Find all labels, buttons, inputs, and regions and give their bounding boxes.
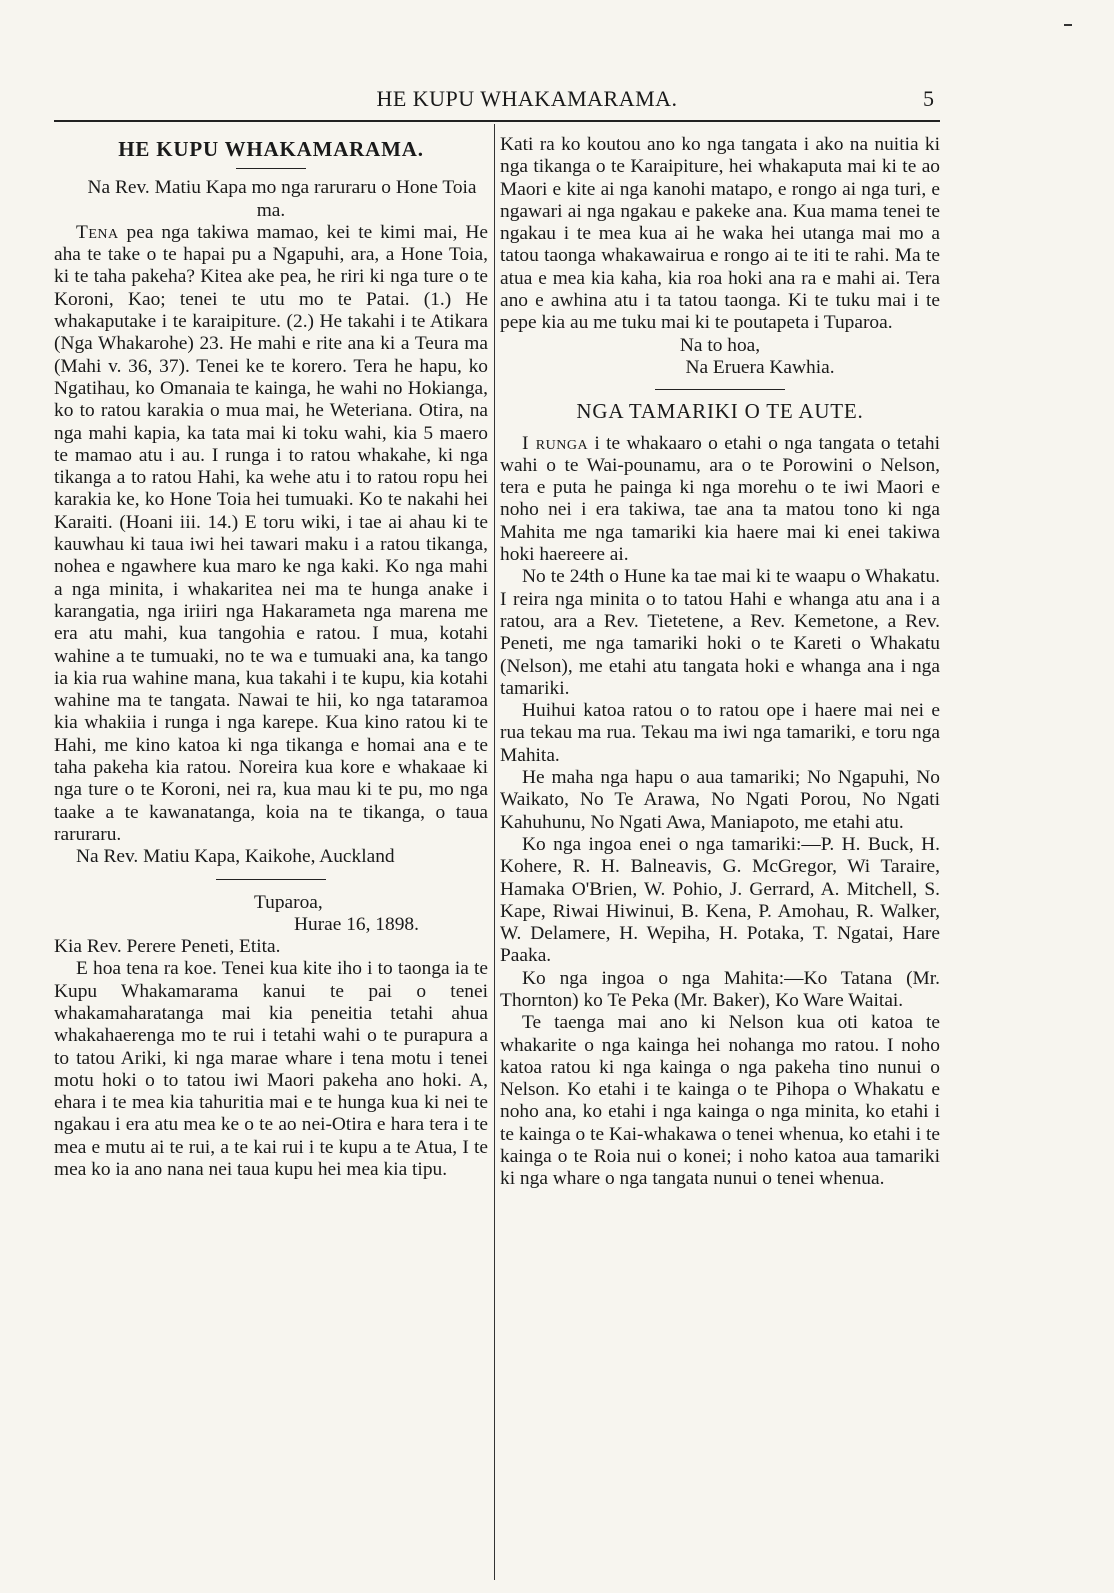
margin-mark (1064, 24, 1072, 26)
drop-lead: I runga (522, 432, 589, 454)
running-title: HE KUPU WHAKAMARAMA. (376, 86, 678, 111)
page-number: 5 (923, 86, 934, 111)
column-divider (494, 124, 495, 1580)
divider-rule (655, 389, 785, 390)
letter-closing: Na to hoa, (679, 334, 761, 356)
article-byline: Na Rev. Matiu Kapa mo nga raruraru o Hone Toia ma. (87, 177, 477, 221)
drop-lead: Tena (76, 221, 119, 243)
article-paragraph (54, 222, 488, 846)
letter-continuation: Kati ra ko koutou ano ko nga tangata i ako na nuitia ki nga tikanga o te Karaipiture, hei whakaputa mai ki te ao Maori e kite ai nga kanohi matapo, e rongo ai nga turi, e ngawari ai nga ngakau e pakeke ana. Kua mama tenei te ngakau i te mea kua ai he waka hei utanga mai mo a tatou taonga whakawairua e rongo ai te iti te rahi. Ma te atua e mea kia kaha, kia roa hoki ana ra e mahi ai. Tera ano e awhina atu i ta tatou taonga. Ki te tuku mai i te pepe kia au me tuku mai ki te poutapeta i Tuparoa. (500, 134, 940, 334)
article-paragraph: No te 24th o Hune ka tae mai ki te waapu o Whakatu. I reira nga minita o to tatou Hahi e whanga atu ana i a ratou, ara a Rev. Tietetene, a Rev. Kemetone, a Rev. Peneti, me nga tamariki hoki o te Kareti o Whakatu (Nelson), me etahi atu tangata hoki e whanga ana i nga tamariki. (500, 566, 940, 699)
letter-salutation: Kia Rev. Perere Peneti, Etita. (54, 936, 281, 958)
article-paragraph: Te taenga mai ano ki Nelson kua oti katoa te whakarite o nga kainga hei nohanga mo ratou. I noho katoa ratou ki nga kainga o nga pakeha tino nunui o Nelson. Ko etahi i te kainga o te Pihopa o Whakatu e noho ana, ko etahi i nga kainga o nga minita, ko etahi i te kainga o te Kai-whakawa o tenei whenua, ko etahi i te kainga o te Roia nui o konei; i noho katoa aua tamariki ki nga whare o nga tangata nunui o tenei whenua. (500, 1012, 940, 1190)
article-paragraph: Ko nga ingoa enei o nga tamariki:—P. H. Buck, H. Kohere, R. H. Balneavis, G. McGregor, Wi Taraire, Hamaka O'Brien, W. Pohio, J. Gerrard, A. Mitchell, S. Kape, Riwai Hiwinui, B. Kena, P. Amohau, R. Walker, W. Delamere, H. Wepiha, H. Potaka, T. Ngatai, Hare Paaka. (500, 833, 940, 967)
left-column (54, 134, 488, 1574)
paragraph-text: i te whakaaro o etahi o nga tangata o tetahi wahi o te Wai-pounamu, ara o te Porowini o Nelson, tera e puta he painga ki nga morehu o te iwi Maori e noho nei i era takiwa, tae ana ta matou tono ki nga Mahita me nga tamariki kia haere mai ki enei takiwa hoki haereere ai. (500, 432, 940, 566)
divider-rule (216, 879, 326, 880)
article-signature: Na Rev. Matiu Kapa, Kaikohe, Auckland (76, 846, 395, 868)
article-paragraph: Huihui katoa ratou o to ratou ope i haere mai nei e rua tekau ma rua. Tekau ma iwi nga tamariki, e toru nga Mahita. (500, 700, 940, 766)
letter-date: Hurae 16, 1898. (294, 913, 419, 935)
article-paragraph: Ko nga ingoa o nga Mahita:—Ko Tatana (Mr. Thornton) ko Te Peka (Mr. Baker), Ko Ware Waitai. (500, 967, 940, 1011)
letter-signature: Na Eruera Kawhia. (685, 356, 835, 378)
article-heading: HE KUPU WHAKAMARAMA. (118, 137, 424, 161)
divider-rule (236, 168, 306, 169)
article-paragraph: He maha nga hapu o aua tamariki; No Ngapuhi, No Waikato, No Te Arawa, No Ngati Porou, No Ngati Kahuhunu, No Ngati Awa, Maniapoto, me etahi atu. (500, 767, 940, 833)
right-column (500, 134, 940, 1574)
letter-body: E hoa tena ra koe. Tenei kua kite iho i to taonga ia te Kupu Whakamarama kanui te pai o tenei whakamaharatanga mai kia peneitia tetahi ahua whakahaerenga mo te rui i tetahi wahi o te purapura a to tatou Ariki, ki nga marae whare i tena motu i tenei motu hoki o to tatou iwi Maori pakeha ano hoki. A, ehara i te mea kia tahuritia mai e te hunga kua ki nei te ngakau i era atu mea ke o te ao nei-Otira e hara tera i te mea e mutu ai te rui, a te kai rui i te kupu a te Atua, I te mea ko ia ano nana nei taua kupu hei mea kia tipu. (54, 958, 488, 1181)
section-heading: NGA TAMARIKI O TE AUTE. (576, 399, 864, 424)
page-header (54, 84, 940, 122)
article-paragraph (500, 433, 940, 567)
paragraph-text: pea nga takiwa mamao, kei te kimi mai, He aha te take o te hapai pu a Ngapuhi, ara, a Hone Toia, ki te taha pakeha? Kitea ake pea, he riri ki nga ture o te Koroni, Kao; tenei te utu mo te Patai. (1.) He whakaputake i te karaipiture. (2.) He takahi i te Atikara (Nga Whakarohe) 23. He mahi e rite ana ki a Teura ma (Mahi v. 36, 37). Tenei ke te korero. Tera he hapu, ko Ngatihau, ko Omanaia te kainga, he wahi no Hokianga, ko to ratou karakia o mua mai, he Weteriana. Otira, na nga mahi kapia, ka tata mai ki toku wahi, kia 5 maero te mamao atu i au. I runga i to ratou whakahe, ki nga tikanga a to ratou Hahi, ka wehe atu i to ratou ropu hei karakia ke, ko Hone Toia hei tumuaki. Ko te nakahi hei Karaiti. (Hoani iii. 14.) E toru wiki, i tae ai ahau ki te kauwhau ki taua iwi hei tawari maku i a ratou tikanga, nohea e ngawhere kua maro ke nga kaki. Ko nga mahi a nga minita, i whakaritea nei ma te hunga anake i karangatia, nga iriiri nga Hakarameta nga marena me era atu mahi, kua tangohia e ratou. I mua, kotahi wahine a te tumuaki, no te wa e tumuaki ana, ka tango ia kia rua wahine mana, kua takahi i te kupu, kia kotahi wahine ma te tangata. Nawai te hii, ko nga tataramoa kia whakiia i runga i nga karepe. Kua kino ratou ki te Hahi, me kino katoa ki nga tikanga e homai ana e te taha pakeha kia ratou. Noreira kua kore e whakaae ki nga ture o te Koroni, nei ra, kua mau ki te pu, mo nga taake a te kawanatanga, koia na te tikanga, o taua raruraru. (54, 221, 488, 845)
letter-place: Tuparoa, (254, 891, 323, 913)
